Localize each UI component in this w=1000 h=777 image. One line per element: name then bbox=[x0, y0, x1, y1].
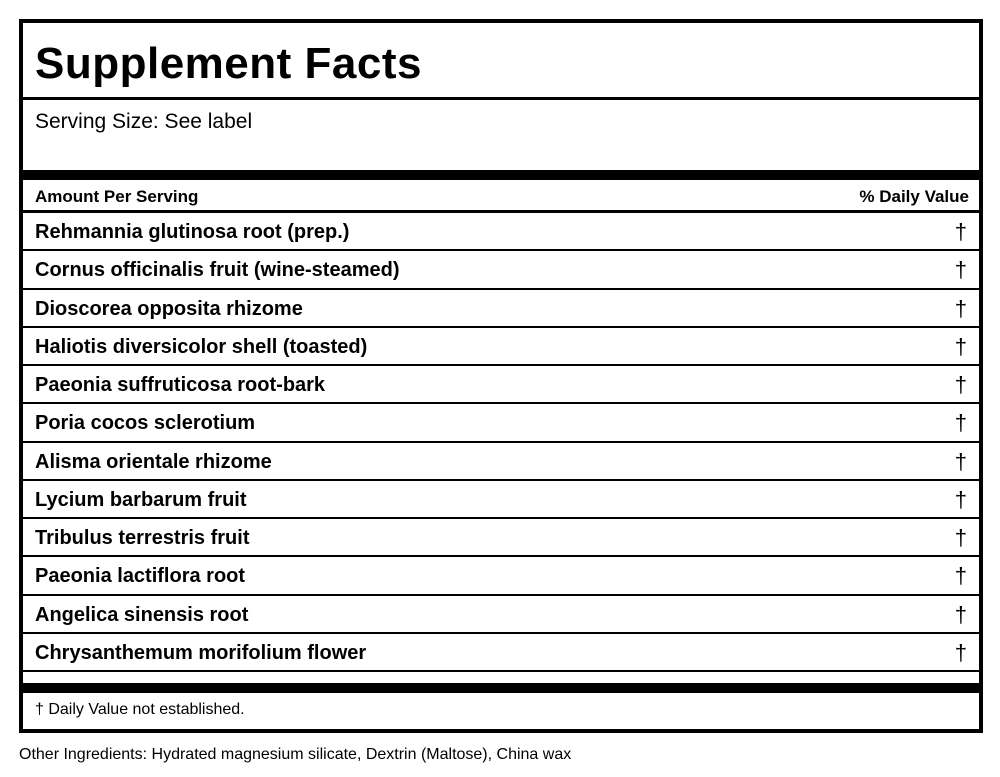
ingredient-row bbox=[23, 557, 979, 595]
panel-title: Supplement Facts bbox=[35, 39, 422, 88]
ingredient-daily-value: † bbox=[954, 448, 967, 474]
serving-size: Serving Size: See label bbox=[35, 110, 253, 133]
ingredient-row bbox=[23, 519, 979, 557]
ingredient-name: Angelica sinensis root bbox=[35, 603, 249, 626]
ingredient-daily-value: † bbox=[954, 372, 967, 397]
ingredient-row bbox=[23, 481, 979, 519]
ingredient-name: Dioscorea opposita rhizome bbox=[35, 297, 303, 320]
column-header-row bbox=[23, 180, 979, 213]
supplement-facts-panel bbox=[19, 19, 983, 733]
ingredient-daily-value: † bbox=[954, 257, 967, 283]
title-area bbox=[23, 23, 979, 100]
ingredient-row bbox=[23, 213, 979, 251]
ingredient-daily-value: † bbox=[954, 219, 967, 244]
ingredient-row bbox=[23, 251, 979, 289]
ingredient-daily-value: † bbox=[954, 525, 967, 550]
ingredient-name: Lycium barbarum fruit bbox=[35, 488, 247, 511]
ingredient-daily-value: † bbox=[954, 410, 967, 436]
ingredient-name: Paeonia suffruticosa root-bark bbox=[35, 374, 326, 396]
thick-divider-top bbox=[23, 170, 979, 180]
thick-divider-bottom bbox=[23, 683, 979, 693]
ingredient-daily-value: † bbox=[954, 639, 967, 665]
ingredient-daily-value: † bbox=[954, 563, 967, 589]
ingredient-name: Haliotis diversicolor shell (toasted) bbox=[35, 335, 368, 358]
ingredient-row bbox=[23, 366, 979, 404]
ingredient-name: Chrysanthemum morifolium flower bbox=[35, 641, 367, 664]
ingredient-row bbox=[23, 290, 979, 328]
daily-value-header: % Daily Value bbox=[859, 187, 969, 206]
ingredient-daily-value: † bbox=[954, 295, 967, 321]
ingredient-name: Poria cocos sclerotium bbox=[35, 412, 256, 435]
ingredient-name: Paeonia lactiflora root bbox=[35, 565, 246, 588]
amount-per-serving-header: Amount Per Serving bbox=[35, 187, 199, 206]
serving-area bbox=[23, 100, 979, 170]
daily-value-footnote: † Daily Value not established. bbox=[35, 701, 245, 718]
ingredient-row bbox=[23, 328, 979, 366]
ingredient-daily-value: † bbox=[954, 333, 967, 359]
ingredient-rows bbox=[23, 213, 979, 672]
ingredient-row bbox=[23, 404, 979, 442]
ingredient-name: Alisma orientale rhizome bbox=[35, 450, 272, 473]
ingredient-name: Cornus officinalis fruit (wine-steamed) bbox=[35, 259, 400, 282]
ingredient-name: Rehmannia glutinosa root (prep.) bbox=[35, 221, 350, 243]
other-ingredients: Other Ingredients: Hydrated magnesium silicate, Dextrin (Maltose), China wax bbox=[19, 746, 572, 763]
ingredient-row bbox=[23, 634, 979, 672]
ingredient-row bbox=[23, 596, 979, 634]
ingredient-daily-value: † bbox=[954, 601, 967, 627]
ingredient-daily-value: † bbox=[954, 486, 967, 512]
ingredient-name: Tribulus terrestris fruit bbox=[35, 527, 250, 549]
ingredient-row bbox=[23, 443, 979, 481]
